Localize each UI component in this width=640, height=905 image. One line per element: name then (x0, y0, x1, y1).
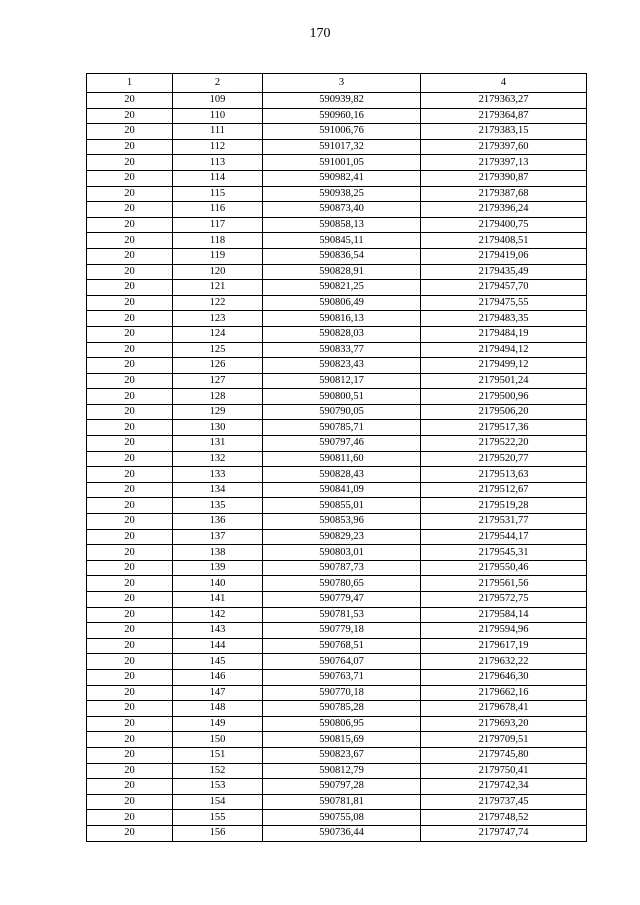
zone-cell: 20 (87, 233, 173, 249)
zone-cell: 20 (87, 202, 173, 218)
zone-cell: 20 (87, 638, 173, 654)
x-coordinate-cell: 590781,53 (263, 607, 421, 623)
zone-cell: 20 (87, 794, 173, 810)
y-coordinate-cell: 2179408,51 (421, 233, 587, 249)
y-coordinate-cell: 2179397,60 (421, 139, 587, 155)
point-number-cell: 118 (173, 233, 263, 249)
point-number-cell: 137 (173, 529, 263, 545)
x-coordinate-cell: 590815,69 (263, 732, 421, 748)
point-number-cell: 145 (173, 654, 263, 670)
point-number-cell: 125 (173, 342, 263, 358)
y-coordinate-cell: 2179520,77 (421, 451, 587, 467)
y-coordinate-cell: 2179632,22 (421, 654, 587, 670)
table-row (87, 482, 587, 498)
point-number-cell: 110 (173, 108, 263, 124)
zone-cell: 20 (87, 93, 173, 109)
point-number-cell: 127 (173, 373, 263, 389)
x-coordinate-cell: 590755,08 (263, 810, 421, 826)
point-number-cell: 117 (173, 217, 263, 233)
zone-cell: 20 (87, 560, 173, 576)
point-number-cell: 114 (173, 170, 263, 186)
point-number-cell: 133 (173, 467, 263, 483)
table-row (87, 545, 587, 561)
column-header-4: 4 (421, 74, 587, 93)
x-coordinate-cell: 590800,51 (263, 389, 421, 405)
zone-cell: 20 (87, 451, 173, 467)
point-number-cell: 138 (173, 545, 263, 561)
zone-cell: 20 (87, 186, 173, 202)
point-number-cell: 154 (173, 794, 263, 810)
x-coordinate-cell: 590780,65 (263, 576, 421, 592)
point-number-cell: 132 (173, 451, 263, 467)
y-coordinate-cell: 2179737,45 (421, 794, 587, 810)
point-number-cell: 123 (173, 311, 263, 327)
x-coordinate-cell: 590853,96 (263, 514, 421, 530)
column-header-3: 3 (263, 74, 421, 93)
x-coordinate-cell: 590823,43 (263, 358, 421, 374)
y-coordinate-cell: 2179747,74 (421, 825, 587, 841)
zone-cell: 20 (87, 311, 173, 327)
y-coordinate-cell: 2179500,96 (421, 389, 587, 405)
x-coordinate-cell: 590764,07 (263, 654, 421, 670)
x-coordinate-cell: 590779,47 (263, 592, 421, 608)
y-coordinate-cell: 2179457,70 (421, 280, 587, 296)
y-coordinate-cell: 2179499,12 (421, 358, 587, 374)
zone-cell: 20 (87, 170, 173, 186)
table-row (87, 170, 587, 186)
table-row (87, 498, 587, 514)
x-coordinate-cell: 590797,46 (263, 436, 421, 452)
table-row (87, 155, 587, 171)
x-coordinate-cell: 590836,54 (263, 248, 421, 264)
table-row (87, 436, 587, 452)
zone-cell: 20 (87, 280, 173, 296)
table-row (87, 280, 587, 296)
x-coordinate-cell: 590785,28 (263, 701, 421, 717)
y-coordinate-cell: 2179693,20 (421, 716, 587, 732)
table-row (87, 404, 587, 420)
x-coordinate-cell: 590873,40 (263, 202, 421, 218)
y-coordinate-cell: 2179561,56 (421, 576, 587, 592)
y-coordinate-cell: 2179400,75 (421, 217, 587, 233)
point-number-cell: 130 (173, 420, 263, 436)
table-row (87, 451, 587, 467)
point-number-cell: 109 (173, 93, 263, 109)
y-coordinate-cell: 2179483,35 (421, 311, 587, 327)
table-row (87, 217, 587, 233)
zone-cell: 20 (87, 779, 173, 795)
x-coordinate-cell: 590812,17 (263, 373, 421, 389)
point-number-cell: 115 (173, 186, 263, 202)
table-row (87, 248, 587, 264)
zone-cell: 20 (87, 467, 173, 483)
table-row (87, 93, 587, 109)
x-coordinate-cell: 590811,60 (263, 451, 421, 467)
zone-cell: 20 (87, 498, 173, 514)
table-row (87, 716, 587, 732)
zone-cell: 20 (87, 326, 173, 342)
point-number-cell: 141 (173, 592, 263, 608)
zone-cell: 20 (87, 669, 173, 685)
column-header-1: 1 (87, 74, 173, 93)
point-number-cell: 119 (173, 248, 263, 264)
zone-cell: 20 (87, 529, 173, 545)
page-number: 170 (309, 26, 331, 41)
table-row (87, 326, 587, 342)
point-number-cell: 151 (173, 747, 263, 763)
point-number-cell: 128 (173, 389, 263, 405)
table-row (87, 794, 587, 810)
zone-cell: 20 (87, 436, 173, 452)
point-number-cell: 140 (173, 576, 263, 592)
y-coordinate-cell: 2179383,15 (421, 124, 587, 140)
x-coordinate-cell: 590797,28 (263, 779, 421, 795)
y-coordinate-cell: 2179531,77 (421, 514, 587, 530)
y-coordinate-cell: 2179678,41 (421, 701, 587, 717)
table-row (87, 264, 587, 280)
zone-cell: 20 (87, 747, 173, 763)
y-coordinate-cell: 2179662,16 (421, 685, 587, 701)
x-coordinate-cell: 591006,76 (263, 124, 421, 140)
y-coordinate-cell: 2179501,24 (421, 373, 587, 389)
y-coordinate-cell: 2179396,24 (421, 202, 587, 218)
y-coordinate-cell: 2179397,13 (421, 155, 587, 171)
x-coordinate-cell: 590816,13 (263, 311, 421, 327)
zone-cell: 20 (87, 654, 173, 670)
zone-cell: 20 (87, 545, 173, 561)
y-coordinate-cell: 2179545,31 (421, 545, 587, 561)
zone-cell: 20 (87, 373, 173, 389)
point-number-cell: 129 (173, 404, 263, 420)
point-number-cell: 143 (173, 623, 263, 639)
table-row (87, 108, 587, 124)
table-row (87, 669, 587, 685)
table-row (87, 311, 587, 327)
y-coordinate-cell: 2179506,20 (421, 404, 587, 420)
table-row (87, 638, 587, 654)
y-coordinate-cell: 2179750,41 (421, 763, 587, 779)
table-row (87, 186, 587, 202)
y-coordinate-cell: 2179742,34 (421, 779, 587, 795)
y-coordinate-cell: 2179364,87 (421, 108, 587, 124)
x-coordinate-cell: 590828,91 (263, 264, 421, 280)
zone-cell: 20 (87, 763, 173, 779)
table-row (87, 747, 587, 763)
y-coordinate-cell: 2179584,14 (421, 607, 587, 623)
point-number-cell: 116 (173, 202, 263, 218)
zone-cell: 20 (87, 248, 173, 264)
y-coordinate-cell: 2179494,12 (421, 342, 587, 358)
point-number-cell: 155 (173, 810, 263, 826)
table-row (87, 779, 587, 795)
table-row (87, 358, 587, 374)
x-coordinate-cell: 590939,82 (263, 93, 421, 109)
y-coordinate-cell: 2179617,19 (421, 638, 587, 654)
y-coordinate-cell: 2179435,49 (421, 264, 587, 280)
zone-cell: 20 (87, 592, 173, 608)
table-row (87, 389, 587, 405)
zone-cell: 20 (87, 264, 173, 280)
x-coordinate-cell: 590833,77 (263, 342, 421, 358)
header-row (87, 74, 587, 93)
x-coordinate-cell: 590855,01 (263, 498, 421, 514)
point-number-cell: 139 (173, 560, 263, 576)
x-coordinate-cell: 590812,79 (263, 763, 421, 779)
zone-cell: 20 (87, 732, 173, 748)
coordinates-table (86, 73, 587, 842)
point-number-cell: 150 (173, 732, 263, 748)
point-number-cell: 124 (173, 326, 263, 342)
table-row (87, 124, 587, 140)
point-number-cell: 147 (173, 685, 263, 701)
table-row (87, 467, 587, 483)
point-number-cell: 134 (173, 482, 263, 498)
x-coordinate-cell: 590770,18 (263, 685, 421, 701)
x-coordinate-cell: 590829,23 (263, 529, 421, 545)
point-number-cell: 120 (173, 264, 263, 280)
y-coordinate-cell: 2179544,17 (421, 529, 587, 545)
table-row (87, 514, 587, 530)
y-coordinate-cell: 2179390,87 (421, 170, 587, 186)
x-coordinate-cell: 590806,49 (263, 295, 421, 311)
y-coordinate-cell: 2179748,52 (421, 810, 587, 826)
table-row (87, 810, 587, 826)
zone-cell: 20 (87, 124, 173, 140)
y-coordinate-cell: 2179745,80 (421, 747, 587, 763)
x-coordinate-cell: 590821,25 (263, 280, 421, 296)
point-number-cell: 121 (173, 280, 263, 296)
table-row (87, 529, 587, 545)
zone-cell: 20 (87, 810, 173, 826)
zone-cell: 20 (87, 825, 173, 841)
point-number-cell: 126 (173, 358, 263, 374)
table-row (87, 295, 587, 311)
point-number-cell: 136 (173, 514, 263, 530)
x-coordinate-cell: 590845,11 (263, 233, 421, 249)
y-coordinate-cell: 2179572,75 (421, 592, 587, 608)
zone-cell: 20 (87, 404, 173, 420)
table-row (87, 825, 587, 841)
point-number-cell: 148 (173, 701, 263, 717)
point-number-cell: 142 (173, 607, 263, 623)
x-coordinate-cell: 590960,16 (263, 108, 421, 124)
point-number-cell: 131 (173, 436, 263, 452)
x-coordinate-cell: 590823,67 (263, 747, 421, 763)
x-coordinate-cell: 590790,05 (263, 404, 421, 420)
table-row (87, 233, 587, 249)
point-number-cell: 113 (173, 155, 263, 171)
x-coordinate-cell: 590763,71 (263, 669, 421, 685)
zone-cell: 20 (87, 482, 173, 498)
zone-cell: 20 (87, 701, 173, 717)
point-number-cell: 135 (173, 498, 263, 514)
y-coordinate-cell: 2179709,51 (421, 732, 587, 748)
y-coordinate-cell: 2179550,46 (421, 560, 587, 576)
x-coordinate-cell: 591017,32 (263, 139, 421, 155)
point-number-cell: 152 (173, 763, 263, 779)
x-coordinate-cell: 590938,25 (263, 186, 421, 202)
zone-cell: 20 (87, 420, 173, 436)
y-coordinate-cell: 2179363,27 (421, 93, 587, 109)
point-number-cell: 112 (173, 139, 263, 155)
x-coordinate-cell: 590841,09 (263, 482, 421, 498)
zone-cell: 20 (87, 155, 173, 171)
zone-cell: 20 (87, 685, 173, 701)
x-coordinate-cell: 590858,13 (263, 217, 421, 233)
zone-cell: 20 (87, 342, 173, 358)
table-row (87, 685, 587, 701)
table-body (87, 93, 587, 842)
zone-cell: 20 (87, 576, 173, 592)
table-row (87, 420, 587, 436)
x-coordinate-cell: 590768,51 (263, 638, 421, 654)
table-row (87, 560, 587, 576)
y-coordinate-cell: 2179517,36 (421, 420, 587, 436)
x-coordinate-cell: 590803,01 (263, 545, 421, 561)
y-coordinate-cell: 2179475,55 (421, 295, 587, 311)
y-coordinate-cell: 2179594,96 (421, 623, 587, 639)
table-row (87, 576, 587, 592)
y-coordinate-cell: 2179419,06 (421, 248, 587, 264)
zone-cell: 20 (87, 139, 173, 155)
table-row (87, 654, 587, 670)
x-coordinate-cell: 590785,71 (263, 420, 421, 436)
x-coordinate-cell: 590736,44 (263, 825, 421, 841)
zone-cell: 20 (87, 389, 173, 405)
table-row (87, 373, 587, 389)
x-coordinate-cell: 590779,18 (263, 623, 421, 639)
point-number-cell: 149 (173, 716, 263, 732)
y-coordinate-cell: 2179646,30 (421, 669, 587, 685)
x-coordinate-cell: 590982,41 (263, 170, 421, 186)
x-coordinate-cell: 590781,81 (263, 794, 421, 810)
x-coordinate-cell: 590787,73 (263, 560, 421, 576)
y-coordinate-cell: 2179387,68 (421, 186, 587, 202)
point-number-cell: 144 (173, 638, 263, 654)
zone-cell: 20 (87, 607, 173, 623)
table-row (87, 607, 587, 623)
table-row (87, 732, 587, 748)
y-coordinate-cell: 2179484,19 (421, 326, 587, 342)
x-coordinate-cell: 591001,05 (263, 155, 421, 171)
table-row (87, 623, 587, 639)
point-number-cell: 153 (173, 779, 263, 795)
zone-cell: 20 (87, 108, 173, 124)
table-row (87, 202, 587, 218)
table-row (87, 701, 587, 717)
x-coordinate-cell: 590828,43 (263, 467, 421, 483)
y-coordinate-cell: 2179522,20 (421, 436, 587, 452)
point-number-cell: 111 (173, 124, 263, 140)
point-number-cell: 146 (173, 669, 263, 685)
y-coordinate-cell: 2179513,63 (421, 467, 587, 483)
point-number-cell: 122 (173, 295, 263, 311)
y-coordinate-cell: 2179519,28 (421, 498, 587, 514)
zone-cell: 20 (87, 514, 173, 530)
table-row (87, 139, 587, 155)
table-row (87, 763, 587, 779)
column-header-2: 2 (173, 74, 263, 93)
zone-cell: 20 (87, 623, 173, 639)
x-coordinate-cell: 590806,95 (263, 716, 421, 732)
zone-cell: 20 (87, 358, 173, 374)
x-coordinate-cell: 590828,03 (263, 326, 421, 342)
table-header (87, 74, 587, 93)
y-coordinate-cell: 2179512,67 (421, 482, 587, 498)
zone-cell: 20 (87, 716, 173, 732)
table-row (87, 592, 587, 608)
table-row (87, 342, 587, 358)
zone-cell: 20 (87, 217, 173, 233)
zone-cell: 20 (87, 295, 173, 311)
point-number-cell: 156 (173, 825, 263, 841)
